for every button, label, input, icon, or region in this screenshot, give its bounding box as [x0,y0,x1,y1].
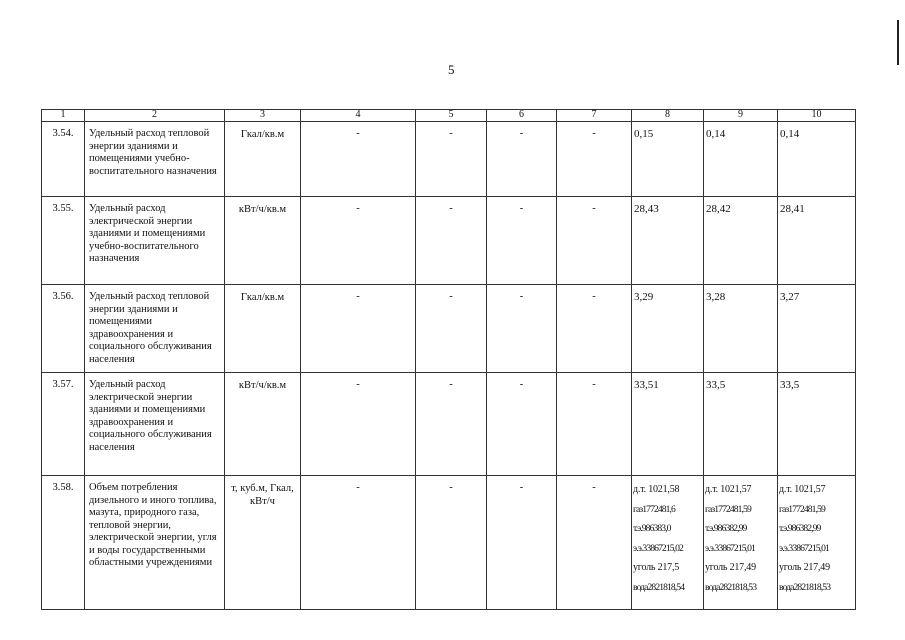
header-cell: 4 [301,110,416,122]
cell-col10 [778,476,856,610]
header-cell: 6 [487,110,557,122]
row-number: 3.57. [42,373,85,476]
row-name: Удельный расход тепловой энергии зданиями и помещениями учебно-воспитательного назначения [85,122,225,197]
cell-col8: 0,15 [632,122,704,197]
cell-col9: 28,42 [704,197,778,285]
fuel-value: т.э.986382,99 [779,523,821,534]
cell-col7: - [557,285,632,373]
fuel-value: уголь 217,5 [633,562,680,573]
fuel-value: вода2821818,54 [633,581,685,593]
cell-col6: - [487,122,557,197]
row-name: Удельный расход тепловой энергии зданиями и помещениями здравоохранения и социального обслуживания населения [85,285,225,373]
cell-col7: - [557,122,632,197]
cell-col5: - [416,122,487,197]
data-table [41,109,856,610]
row-unit: кВт/ч/кв.м [225,373,301,476]
fuel-value: уголь 217,49 [779,562,830,573]
cell-col10: 33,5 [778,373,856,476]
fuel-value: э.э.33867215,01 [779,542,829,554]
fuel-value: д.т. 1021,57 [705,484,752,495]
row-name: Удельный расход электрической энергии зданиями и помещениями здравоохранения и социального обслуживания населения [85,373,225,476]
header-cell: 8 [632,110,704,122]
fuel-value: д.т. 1021,57 [779,484,826,495]
cell-col6: - [487,373,557,476]
cell-col8: 28,43 [632,197,704,285]
cell-col6: - [487,476,557,610]
cell-col9: 33,5 [704,373,778,476]
fuel-value: газ1772481,59 [705,503,751,515]
table-header-row [42,110,856,122]
fuel-value: д.т. 1021,58 [633,484,680,495]
cell-col8: 33,51 [632,373,704,476]
row-unit: Гкал/кв.м [225,122,301,197]
row-unit: кВт/ч/кв.м [225,197,301,285]
header-cell: 10 [778,110,856,122]
table-row [42,373,856,476]
row-unit: т, куб.м, Гкал, кВт/ч [225,476,301,610]
cell-col8: 3,29 [632,285,704,373]
header-cell: 9 [704,110,778,122]
table-row [42,122,856,197]
cell-col4: - [301,285,416,373]
cell-col4: - [301,122,416,197]
row-name: Удельный расход электрической энергии зданиями и помещениями учебно-воспитательного назначения [85,197,225,285]
header-cell: 3 [225,110,301,122]
cell-col5: - [416,197,487,285]
header-cell: 1 [42,110,85,122]
page-edge-mark [897,20,899,65]
cell-col5: - [416,373,487,476]
fuel-value: газ1772481,6 [633,503,675,515]
fuel-value: э.э.33867215,01 [705,542,755,554]
table-row [42,476,856,610]
row-number: 3.55. [42,197,85,285]
fuel-value: т.э.986383,0 [633,523,671,534]
cell-col8 [632,476,704,610]
fuel-value: вода2821818,53 [779,581,831,593]
header-cell: 5 [416,110,487,122]
row-unit: Гкал/кв.м [225,285,301,373]
fuel-value: т.э.986382,99 [705,523,747,534]
cell-col7: - [557,373,632,476]
row-name: Объем потребления дизельного и иного топлива, мазута, природного газа, тепловой энергии, электрической энергии, угля и воды государственными областными учреждениями [85,476,225,610]
cell-col9: 3,28 [704,285,778,373]
cell-col4: - [301,373,416,476]
fuel-value: э.э.33867215,02 [633,542,683,554]
fuel-value: газ1772481,59 [779,503,825,515]
cell-col4: - [301,197,416,285]
fuel-value: уголь 217,49 [705,562,756,573]
cell-col10: 3,27 [778,285,856,373]
row-number: 3.54. [42,122,85,197]
cell-col10: 28,41 [778,197,856,285]
cell-col6: - [487,285,557,373]
cell-col5: - [416,476,487,610]
cell-col7: - [557,197,632,285]
fuel-value: вода2821818,53 [705,581,757,593]
cell-col4: - [301,476,416,610]
cell-col6: - [487,197,557,285]
table-row [42,197,856,285]
header-cell: 2 [85,110,225,122]
cell-col9: 0,14 [704,122,778,197]
row-number: 3.56. [42,285,85,373]
page-number: 5 [448,62,455,77]
cell-col9 [704,476,778,610]
cell-col5: - [416,285,487,373]
row-number: 3.58. [42,476,85,610]
cell-col7: - [557,476,632,610]
header-cell: 7 [557,110,632,122]
cell-col10: 0,14 [778,122,856,197]
table-row [42,285,856,373]
